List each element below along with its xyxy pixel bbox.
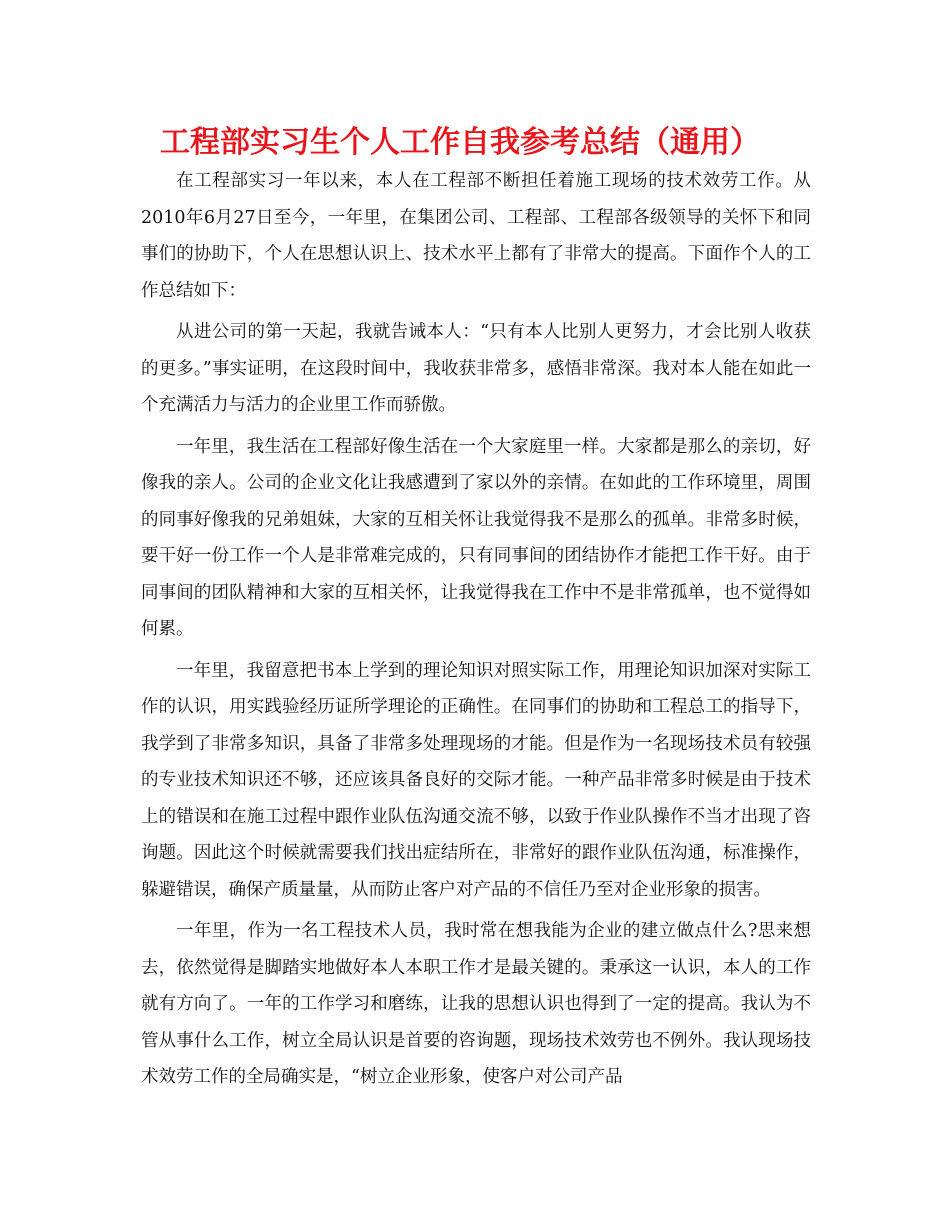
paragraph-reflection: 一年里，作为一名工程技术人员，我时常在想我能为企业的建立做点什么?思来想去，依然觉得是脚踏实地做好本人本职工作才是最关键的。秉承这一认识，本人的工作就有方向了。一年的工作学习和磨练，让我的思想认识也得到了一定的提高。我认为不管从事什么工作，树立全局认识是首要的咨询题，现场技术效劳也不例外。我认现场技术效劳工作的全局确实是，“树立企业形象，使客户对公司产品	[141, 921, 811, 1087]
paragraph-team: 一年里，我生活在工程部好像生活在一个大家庭里一样。大家都是那么的亲切，好像我的亲人。公司的企业文化让我感遭到了家以外的亲情。在如此的工作环境里，周围的同事好像我的兄弟姐妹，大家的互相关怀让我觉得我不是那么的孤单。非常多时候，要干好一份工作一个人是非常难完成的，只有同事间的团结协作才能把工作干好。由于同事间的团队精神和大家的互相关怀，让我觉得我在工作中不是非常孤单，也不觉得如何累。	[141, 436, 811, 639]
paragraph-learning: 一年里，我留意把书本上学到的理论知识对照实际工作，用理论知识加深对实际工作的认识，用实践验经历证所学理论的正确性。在同事们的协助和工程总工的指导下，我学到了非常多知识，具备了非常多处理现场的才能。但是作为一名现场技术员有较强的专业技术知识还不够，还应该具备良好的交际才能。一种产品非常多时候是由于技术上的错误和在施工过程中跟作业队伍沟通交流不够，以致于作业队操作不当才出现了咨询题。因此这个时候就需要我们找出症结所在，非常好的跟作业队伍沟通，标准操作，躲避错误，确保产质量量，从而防止客户对产品的不信任乃至对企业形象的损害。	[141, 660, 811, 900]
paragraph-intro: 在工程部实习一年以来，本人在工程部不断担任着施工现场的技术效劳工作。从2010年6月27日至今，一年里，在集团公司、工程部、工程部各级领导的关怀下和同事们的协助下，个人在思想认识上、技术水平上都有了非常大的提高。下面作个人的工作总结如下：	[141, 171, 811, 301]
paragraph-motto: 从进公司的第一天起，我就告诫本人：“只有本人比别人更努力，才会比别人收获的更多。”事实证明，在这段时间中，我收获非常多，感悟非常深。我对本人能在如此一个充满活力与活力的企业里工作而骄傲。	[141, 322, 811, 415]
document-title: 工程部实习生个人工作自我参考总结（通用）	[160, 125, 760, 160]
document-body	[141, 163, 811, 1101]
